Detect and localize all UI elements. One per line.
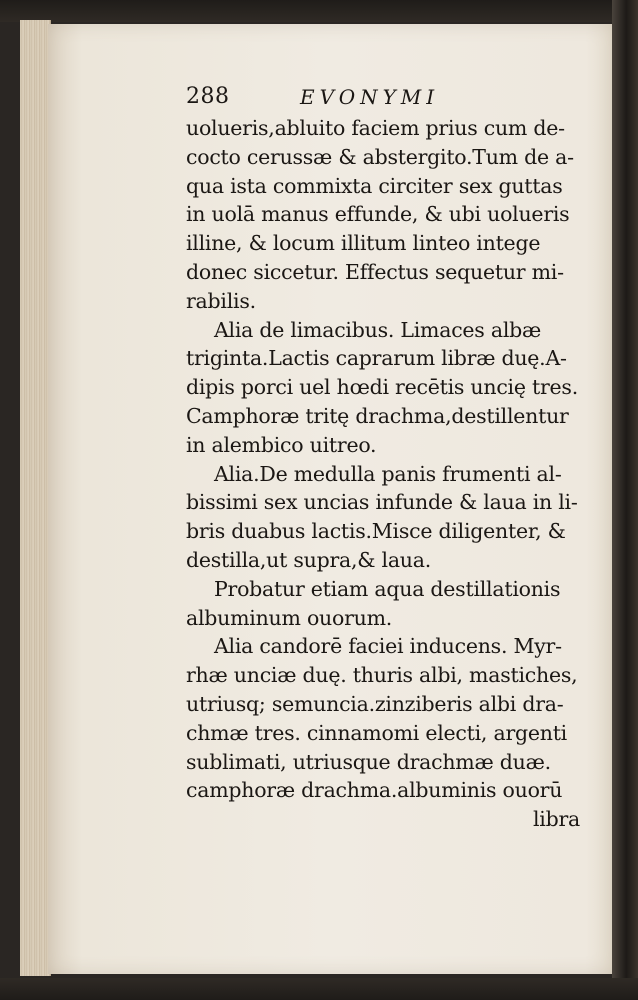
text-line: triginta.Lactis caprarum libræ duę.A- [186,346,567,371]
text-line: utriusq; semuncia.zinziberis albi dra- [186,691,564,716]
scan-background-top [0,0,638,22]
text-line: Probatur etiam aqua destillationis [214,576,561,601]
page-edges [20,20,51,976]
text-line: chmæ tres. cinnamomi electi, argenti [186,720,567,745]
text-line: rhæ unciæ duę. thuris albi, mastiches, [186,663,578,688]
text-line: dipis porci uel hœdi recētis uncię tres. [186,375,578,400]
page-number: 288 [186,84,230,109]
text-line: sublimati, utriusque drachmæ duæ. [186,749,551,774]
book-spine-edge [612,0,638,1000]
text-line: cocto cerussæ & abstergito.Tum de a- [186,144,574,169]
text-lines [186,114,586,805]
text-line: donec siccetur. Effectus sequetur mi- [186,259,564,284]
text-line: uolueris,abluito faciem prius cum de- [186,116,565,140]
text-line: illine, & locum illitum linteo intege [186,231,541,256]
text-line: camphoræ drachma.albuminis ouorū [186,778,563,803]
text-line: destilla,ut supra,& laua. [186,547,431,572]
running-head [186,80,586,114]
scan-background-bottom [0,978,638,1000]
text-line: in alembico uitreo. [186,432,377,457]
catchword: libra [532,807,580,832]
text-line: bissimi sex uncias infunde & laua in li- [186,490,578,515]
text-line: Alia de limacibus. Limaces albæ [214,317,542,342]
running-title: EVONYMI [300,85,440,109]
text-line: qua ista commixta circiter sex guttas [186,173,563,198]
text-line: in uolā manus effunde, & ubi uolueris [186,202,570,227]
text-line: Alia candorē faciei inducens. Myr- [214,634,562,659]
text-line: Alia.De medulla panis frumenti al- [214,461,562,486]
text-line: albuminum ouorum. [186,605,393,630]
text-line: bris duabus lactis.Misce diligenter, & [186,519,566,544]
page-text [186,80,586,834]
text-line: Camphoræ tritę drachma,destillentur [186,403,569,428]
text-line: rabilis. [186,288,256,313]
